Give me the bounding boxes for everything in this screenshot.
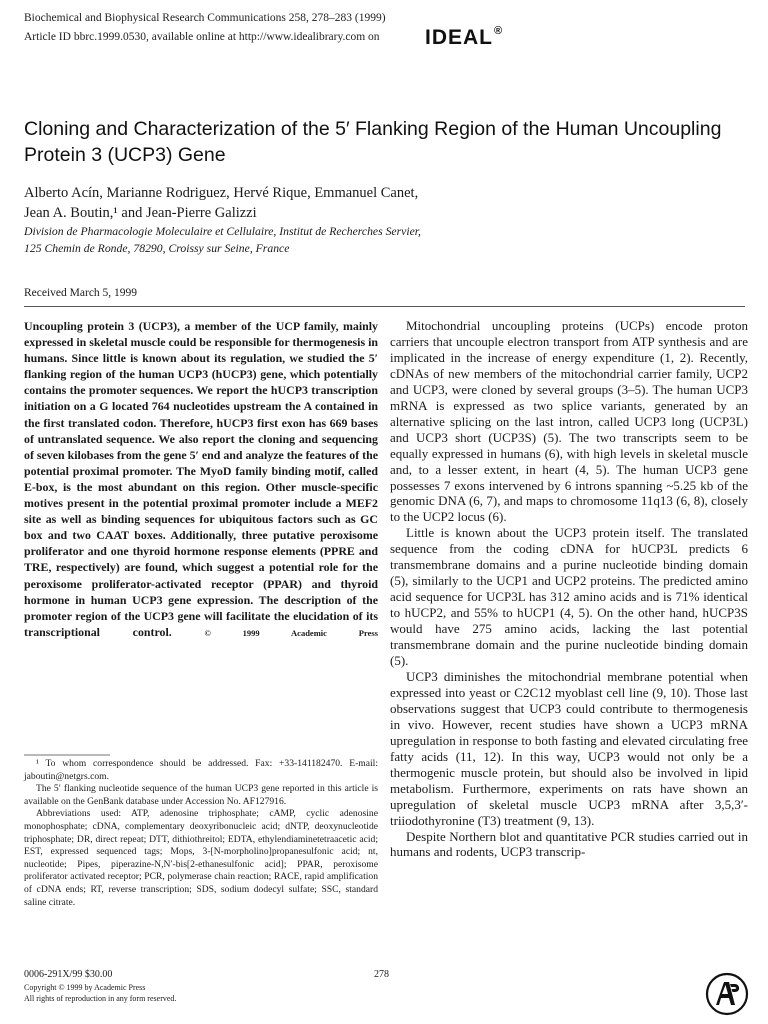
journal-header (24, 9, 386, 47)
footnote-genbank: The 5′ flanking nucleotide sequence of the human UCP3 gene reported in this article is available on the GenBank database under Accession No. AF127916. (24, 783, 378, 807)
footnote-correspondence: ¹ To whom correspondence should be addressed. Fax: +33-141182470. E-mail: jaboutin@netgrs.com. (24, 758, 378, 782)
body-paragraph-4: Despite Northern blot and quantitative PCR studies carried out in humans and rodents, UCP3 transcrip- (390, 828, 748, 860)
body-column (390, 318, 748, 860)
page-number: 278 (374, 969, 389, 980)
body-paragraph-3: UCP3 diminishes the mitochondrial membrane potential when expressed into yeast or C2C12 myoblast cell line (9, 10). Those last observations suggest that UCP3 could contribute to thermogenesis in vivo. However, recent studies have shown a UCP3 mRNA upregulation in response to both fasting and elevated circulating free fatty acids (11, 12). In this way, UCP3 would not only be a thermogenic muscle protein, but should also be involved in lipid metabolism. Furthermore, experiments on rats have shown an upregulation of skeletal muscle UCP3 mRNA after 3,5,3′-triiodothyronine (T3) treatment (9, 13). (390, 668, 748, 828)
publication-footer (24, 969, 176, 1004)
academic-press-logo-icon (705, 972, 749, 1016)
body-paragraph-2: Little is known about the UCP3 protein itself. The translated sequence from the coding cDNA for hUCP3L predicts 6 transmembrane domains and a purine nucleotide binding domain (5), similarly to the UCP1 and UCP2 proteins. The predicted amino acid sequence for UCP3L has 312 amino acids and is 71% identical to hUCP2, and 55% to hUCP1 (4, 5). On the other hand, hUCP3S would have 275 amino acids, lacking the last potential transmembrane domain and the purine nucleotide binding domain (5). (390, 525, 748, 669)
footnotes (24, 758, 378, 909)
authors-line-1: Alberto Acín, Marianne Rodriguez, Hervé Rique, Emmanuel Canet, (24, 185, 419, 201)
article-id-line: Article ID bbrc.1999.0530, available online at http://www.idealibrary.com on (24, 31, 380, 43)
author-list (24, 183, 724, 223)
affiliation-line-1: Division de Pharmacologie Moleculaire et Cellulaire, Institut de Recherches Servier, (24, 225, 421, 238)
ideal-logo-icon: IDEAL ® (425, 25, 504, 49)
abstract-copyright: © 1999 Academic Press (204, 627, 378, 638)
affiliation (24, 223, 724, 257)
abstract-text: Uncoupling protein 3 (UCP3), a member of the UCP family, mainly expressed in skeletal muscle could be responsible for thermogenesis in humans. Since little is known about its regulation, we studied the 5′ flanking region of the human UCP3 (hUCP3) gene, which potentially contains the promoter sequences. We report the hUCP3 transcription initiation on a G located 764 nucleotides upstream the A contained in the first translated codon. Therefore, hUCP3 first exon has 669 bases of untranslated sequence. We also report the cloning and sequencing of seven kilobases from the gene 5′ end and analyze the features of the potential proximal promoter. The MyoD family binding motif, called E-box, is the most abundant on this region. Other muscle-specific motives present in the potential proximal promoter include a MEF2 site as well as binding sequences for ubiquitous factors such as GC box and two CAAT boxes. Additionally, three putative peroxisome proliferator and one thyroid hormone response elements (PPRE and TRE, respectively) are found, which suggest a potential role for the peroxisome proliferator-activated receptor (PPAR) and thyroid hormone in human UCP3 gene expression. The description of the promoter region of the UCP3 gene will facilitate the elucidation of its transcriptional control. (24, 319, 378, 639)
received-date: Received March 5, 1999 (24, 287, 138, 299)
abstract-column (24, 318, 378, 641)
article-title: Cloning and Characterization of the 5′ Flanking Region of the Human Uncoupling Protein 3 (UCP3) Gene (24, 118, 722, 166)
footnote-divider (24, 754, 378, 756)
affiliation-line-2: 125 Chemin de Ronde, 78290, Croissy sur Seine, France (24, 242, 290, 255)
abstract (24, 318, 378, 641)
rights-line: All rights of reproduction in any form reserved. (24, 994, 177, 1003)
footnote-abbreviations: Abbreviations used: ATP, adenosine triphosphate; cAMP, cyclic adenosine monophosphate; cDNA, complementary deoxyribonucleic acid; dNTP, deoxynucleotide triphosphate; DR, direct repeat; DTT, dithiothreitol; EDTA, ethylendiaminetetraacetic acid; EST, expressed sequenced tags; Mops, 3-[N-morpholino]propanesulfonic acid; nt, nucleotide; Pipes, piperazine-N,N′-bis[2-ethanesulfonic acid]; PPAR, peroxisome proliferator activated receptor; PCR, polymerase chain reaction; RACE, rapid amplification of cDNA ends; RT, reverse transcription; SDS, sodium dodecyl sulfate; SSC, standard saline citrate. (24, 808, 378, 908)
journal-citation: Biochemical and Biophysical Research Communications 258, 278–283 (1999) (24, 12, 386, 24)
copyright-line: Copyright © 1999 by Academic Press (24, 983, 146, 992)
authors-line-2: Jean A. Boutin,¹ and Jean-Pierre Galizzi (24, 205, 257, 221)
body-paragraph-1: Mitochondrial uncoupling proteins (UCPs) encode proton carriers that uncouple electron transport from ATP synthesis and are implicated in the increase of energy expenditure (1, 2). Recently, cDNAs of new members of the mitochondrial carrier family, UCP2 and UCP3, were cloned by several groups (3–5). The human UCP3 mRNA is expressed as two splice variants, generated by an alternative splicing on the last intron, called UCP3 long (UCP3L) and UCP3 short (UCP3S) (5). The two transcripts seem to be equally expressed in humans (6), with high levels in skeletal muscle and, to a lesser extent, in heart (4, 5). The human UCP3 gene possesses 7 exons intervened by 6 introns spanning ~5.25 kb of the genomic DNA (6, 7), and maps to chromosome 11q13 (6, 8), closely to the UCP2 locus (6). (390, 318, 748, 525)
issn-price: 0006-291X/99 $30.00 (24, 969, 113, 980)
header-divider (24, 306, 745, 307)
